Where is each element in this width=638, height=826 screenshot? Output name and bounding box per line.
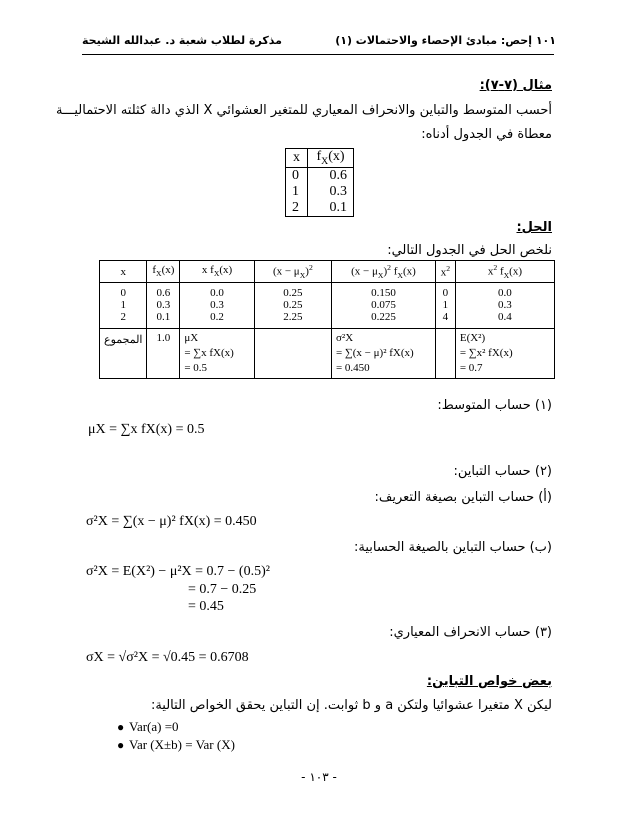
properties-statement: ليكن X متغيرا عشوائيا ولتكن a و b ثوابت. إن التباين يحقق الخواص التالية:: [150, 698, 552, 713]
sum-label: المجموع: [100, 329, 147, 379]
step2-label: (٢) حساب التباين:: [453, 464, 552, 479]
properties-list: [117, 719, 235, 755]
table-header: $f_X(x)$: [147, 261, 180, 283]
list-item: ● Var(a) =0: [117, 719, 179, 734]
table-cell-fx: 0.6 0.3 0.1: [147, 283, 180, 329]
sum-variance: σ²X = ∑(x − μ)² fX(x) = 0.450: [331, 329, 435, 379]
table-cell-x: 0 1 2: [100, 283, 147, 329]
table-cell-dev2fx: 0.150 0.075 0.225: [331, 283, 435, 329]
table-row: 2 0.1: [286, 200, 354, 217]
sum-f: 1.0: [147, 329, 180, 379]
solution-table: [99, 260, 555, 379]
table-row: 1 0.3: [286, 184, 354, 200]
table-header: x: [100, 261, 147, 283]
table-header: $(x - \mu_X)^2$: [254, 261, 331, 283]
example-title: مثال (٧-٧):: [479, 78, 552, 93]
table-cell-xfx: 0.0 0.3 0.2: [180, 283, 254, 329]
example-statement-line2: معطاة في الجدول أدناه:: [421, 127, 552, 142]
step1-label: (١) حساب المتوسط:: [437, 398, 552, 413]
solution-title: الحل:: [516, 220, 552, 235]
step3-equation: σX = √σ²X = √0.45 = 0.6708: [86, 650, 249, 665]
header-course-title: ١٠١ إحص: مبادئ الإحصاء والاحتمالات (١): [335, 34, 556, 47]
bullet-icon: ●: [117, 738, 125, 752]
table-header: x: [286, 149, 308, 168]
step3-label: (٣) حساب الانحراف المعياري:: [389, 625, 552, 640]
step1-equation: μX = ∑x fX(x) = 0.5: [88, 422, 205, 437]
step2b-label: (ب) حساب التباين بالصيغة الحسابية:: [353, 540, 552, 555]
header-rule: [82, 54, 554, 55]
sum-ex2: E(X²) = ∑x² fX(x) = 0.7: [455, 329, 554, 379]
solution-intro: نلخص الحل في الجدول التالي:: [387, 243, 552, 258]
table-header: x $f_X(x)$: [180, 261, 254, 283]
table-row: 0 0.6: [286, 167, 354, 184]
table-cell-dev2: 0.25 0.25 2.25: [254, 283, 331, 329]
table-header: $x^2$ $f_X(x)$: [455, 261, 554, 283]
sum-mean: μX = ∑x fX(x) = 0.5: [180, 329, 254, 379]
step2a-label: (أ) حساب التباين بصيغة التعريف:: [374, 490, 552, 505]
page-number: - ١٠٣ -: [301, 770, 337, 784]
properties-title: بعض خواص التباين:: [426, 674, 552, 689]
step2b-equation-line1: σ²X = E(X²) − μ²X = 0.7 − (0.5)²: [86, 564, 270, 579]
table-cell-x2: 0 1 4: [435, 283, 455, 329]
sum-empty: [254, 329, 331, 379]
step2b-equation-line3: = 0.45: [188, 599, 224, 614]
example-statement-line1: أحسب المتوسط والتباين والانحراف المعياري للمتغير العشوائي X الذي دالة كثلته الاحتماليـــة: [55, 103, 552, 118]
sum-empty: [435, 329, 455, 379]
header-author: مذكرة لطلاب شعبة د. عبدالله الشيحة: [82, 34, 282, 47]
table-cell-x2fx: 0.0 0.3 0.4: [455, 283, 554, 329]
example-pmf-table: [285, 148, 354, 217]
bullet-icon: ●: [117, 720, 125, 734]
table-header: $(x - \mu_X)^2$ $f_X(x)$: [331, 261, 435, 283]
table-header: $x^2$: [435, 261, 455, 283]
step2a-equation: σ²X = ∑(x − μ)² fX(x) = 0.450: [86, 514, 257, 529]
list-item: ● Var (X±b) = Var (X): [117, 737, 235, 752]
step2b-equation-line2: = 0.7 − 0.25: [188, 582, 257, 597]
table-header: $f_X(x)$: [308, 149, 354, 168]
